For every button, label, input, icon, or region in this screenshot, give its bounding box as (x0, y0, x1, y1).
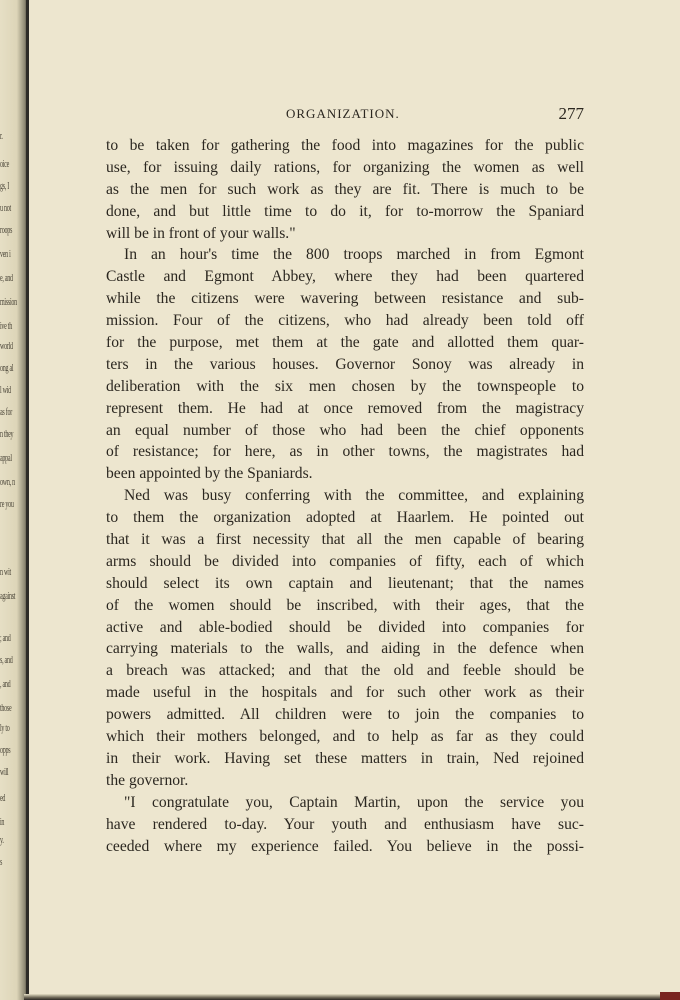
bleed-fragment: mission (0, 296, 17, 308)
text-line: the governor. (106, 771, 189, 789)
text-line: of the women should be inscribed, with their ages, that the (106, 596, 584, 614)
bleed-fragment: s (0, 856, 3, 868)
text-line: deliberation with the six men chosen by the townspeople to (106, 377, 584, 395)
text-line: of resistance; for here, as in other towns, the magistrates had (106, 443, 584, 461)
text-line: active and able-bodied should be divided into companies for (106, 618, 584, 636)
bleed-fragment: will (0, 766, 9, 778)
text-line: made useful in the hospitals and for such other work as their (106, 684, 584, 702)
text-line: should select its own captain and lieutenant; that the names (106, 574, 584, 592)
bleed-fragment: u not (0, 202, 11, 214)
text-line: in their work. Having set these matters in train, Ned rejoined (106, 749, 584, 767)
text-line: to be taken for gathering the food into magazines for the public (106, 137, 584, 154)
bleed-fragment: own, n (0, 476, 15, 488)
page-number: 277 (558, 104, 584, 123)
bleed-fragment: ly to (0, 722, 10, 734)
text-line: which their mothers belonged, and to help as far as they could (106, 728, 584, 746)
text-line: "I congratulate you, Captain Martin, upon the service you (124, 793, 584, 811)
page-bottom-edge (24, 994, 680, 1000)
bleed-fragment: s, and (0, 654, 13, 666)
running-head: ORGANIZATION. (286, 106, 400, 121)
text-line: while the citizens were wavering between resistance and sub- (106, 290, 584, 308)
text-line: mission. Four of the citizens, who had already been told off (106, 312, 584, 330)
text-line: been appointed by the Spaniards. (106, 465, 313, 483)
facing-page-bleed (0, 0, 24, 1000)
bleed-fragment: ed (0, 792, 6, 804)
text-line: Castle and Egmont Abbey, where they had been quartered (106, 268, 584, 286)
bleed-fragment: re you (0, 498, 14, 510)
bleed-fragment: l wid (0, 384, 11, 396)
bleed-fragment: ; and (0, 632, 11, 644)
bleed-fragment: those (0, 702, 12, 714)
bleed-fragment: y. (0, 834, 4, 846)
text-line: a breach was attacked; and that the old and feeble should be (106, 662, 584, 680)
text-line: have rendered to-day. Your youth and enthusiasm have suc- (106, 815, 584, 833)
bleed-fragment: n they (0, 428, 14, 440)
bleed-fragment: in (0, 816, 5, 828)
text-line: ceeded where my experience failed. You believe in the possi- (106, 837, 584, 855)
text-line: ters in the various houses. Governor Sonoy was already in (106, 355, 584, 373)
bleed-fragment: n wit (0, 566, 11, 578)
text-line: In an hour's time the 800 troops marched in from Egmont (124, 246, 584, 264)
bleed-fragment: oice (0, 158, 9, 170)
bleed-fragment: ive th (0, 320, 12, 332)
text-line: arms should be divided into companies of fifty, each of which (106, 552, 584, 570)
text-line: for the purpose, met them at the gate and allotted them quar- (106, 334, 584, 352)
bleed-fragment: ven i (0, 248, 11, 260)
bleed-fragment: world (0, 340, 13, 352)
bleed-fragment: r. (0, 130, 3, 142)
bleed-fragment: as for (0, 406, 12, 418)
text-line: Ned was busy conferring with the committee, and explaining (124, 487, 584, 505)
body-text (106, 135, 584, 857)
text-line: done, and but little time to do it, for to-morrow the Spaniard (106, 202, 584, 220)
bleed-fragment: appal (0, 452, 12, 464)
cover-edge (660, 992, 680, 1000)
bleed-fragment: gs, I (0, 180, 10, 192)
page-header (106, 104, 584, 126)
gutter-shadow (26, 0, 29, 1000)
bleed-fragment: against (0, 590, 16, 602)
text-line: to them the organization adopted at Haarlem. He pointed out (106, 509, 584, 527)
text-line: powers admitted. All children were to join the companies to (106, 706, 584, 724)
text-line: use, for issuing daily rations, for organizing the women as well (106, 158, 584, 176)
text-line: that it was a first necessity that all the men capable of bearing (106, 531, 584, 549)
text-line: carrying materials to the walls, and aiding in the defence when (106, 640, 584, 658)
bleed-fragment: e, and (0, 272, 13, 284)
text-line: represent them. He had at once removed from the magistracy (106, 399, 584, 417)
text-line: will be in front of your walls." (106, 224, 296, 242)
bleed-fragment: opps (0, 744, 11, 756)
bleed-fragment: , and (0, 678, 11, 690)
bleed-fragment: roops (0, 224, 13, 236)
text-line: an equal number of those who had been the chief opponents (106, 421, 584, 439)
bleed-fragment: ong al (0, 362, 14, 374)
text-line: as the men for such work as they are fit. There is much to be (106, 180, 584, 198)
